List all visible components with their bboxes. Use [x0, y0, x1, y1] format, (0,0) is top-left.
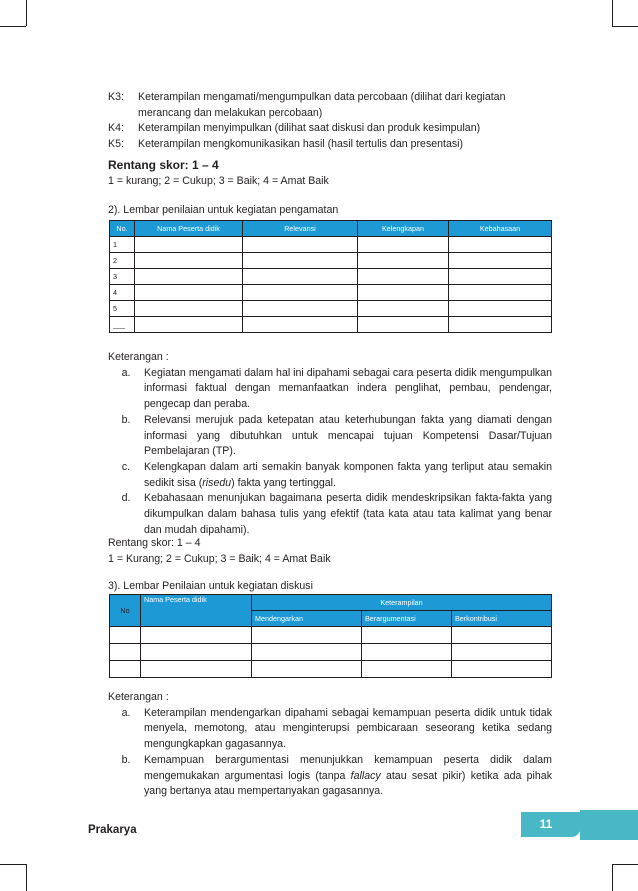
col-name: Nama Peserta didik [135, 221, 243, 237]
criteria-code: K4: [108, 122, 124, 135]
col-berkontribusi: Berkontribusi [452, 611, 552, 627]
table-header [110, 595, 552, 611]
table-row [110, 627, 552, 644]
scale-text: 1 = kurang; 2 = Cukup; 3 = Baik; 4 = Amat Baik [108, 174, 329, 187]
list-item [108, 366, 552, 413]
table3-title: 3). Lembar Penilaian untuk kegiatan diskusi [108, 580, 313, 592]
italic-term: risedu [202, 476, 232, 489]
list-text [144, 460, 552, 491]
criteria-text: Keterampilan mengkomunikasikan hasil (hasil tertulis dan presentasi) [138, 138, 464, 151]
col-relevansi: Relevansi [243, 221, 358, 237]
scale-title: Rentang skor: 1 – 4 [108, 537, 201, 549]
scale-title: Rentang skor: 1 – 4 [108, 158, 219, 172]
notes-heading: Keterangan : [108, 691, 169, 703]
criteria-text: Keterampilan mengamati/mengumpulkan data percobaan (dilihat dari kegiatan [138, 91, 506, 103]
table-row [110, 237, 552, 253]
footer-book-title: Prakarya [88, 824, 137, 836]
crop-mark [26, 0, 27, 26]
criteria-code: K5: [108, 138, 124, 151]
table-row [110, 253, 552, 269]
col-name: Nama Peserta didik [141, 595, 252, 627]
page-number: 11 [539, 817, 553, 831]
list-text [144, 753, 552, 800]
list-label: b. [121, 753, 131, 766]
table-row [110, 644, 552, 661]
criteria-k3-cont [108, 106, 552, 122]
criteria-text: merancang dan melakukan percobaan) [138, 106, 323, 119]
crop-mark [0, 26, 26, 27]
criteria-text: Keterampilan menyimpulkan (dilihat saat diskusi dan produk kesimpulan) [138, 122, 481, 135]
col-mendengarkan: Mendengarkan [252, 611, 362, 627]
criteria-k4 [108, 121, 552, 137]
row-number: 3 [110, 269, 135, 285]
crop-mark [612, 864, 613, 891]
row-number: ___ [110, 317, 135, 333]
list-item [108, 706, 552, 753]
table-header [110, 221, 552, 237]
list-text: Keterampilan mendengarkan dipahami sebagai kemampuan peserta didik untuk tidak menyela, memotong, atau menginterupsi pembicaraan seseorang ketika sedang mengungkapkan gagasannya. [144, 706, 552, 751]
list-item [108, 753, 552, 800]
criteria-list [108, 90, 552, 153]
crop-mark [0, 864, 26, 865]
list-item [108, 491, 552, 538]
scale-2 [108, 536, 552, 567]
row-number: 1 [110, 237, 135, 253]
col-berargumentasi: Berargumentasi [362, 611, 452, 627]
italic-term: fallacy [350, 769, 381, 782]
crop-mark [612, 26, 638, 27]
criteria-code: K3: [108, 91, 124, 103]
notes-discussion [108, 690, 552, 800]
row-number: 5 [110, 301, 135, 317]
list-text-part: Kemampuan berargumentasi menunjukkan kemampuan peserta didik dalam mengemukakan argumentasi logis (tanpa [144, 753, 552, 782]
list-text: Kebahasaan menunjukan bagaimana peserta didik mendeskripsikan fakta-fakta yang dikumpulkan dalam bahasa tulis yang efektif (tata kata atau tata kalimat yang benar dan mudah dipahami). [144, 492, 552, 536]
scale-1 [108, 158, 552, 189]
crop-mark [612, 0, 613, 26]
list-text: Relevansi merujuk pada ketepatan atau keterhubungan fakta yang diamati dengan informasi yang dibutuhkan untuk mencapai tujuan Kompetensi Dasar/Tujuan Pembelajaran (TP). [144, 413, 552, 458]
table-row [110, 301, 552, 317]
col-kelengkapan: Kelengkapan [358, 221, 449, 237]
row-number: 4 [110, 285, 135, 301]
notes-observation [108, 350, 552, 538]
list-text-part: atau sesat pikir) ketika ada pihak yang bertanya atau mempertanyakan gagasannya. [144, 769, 552, 798]
notes-heading: Keterangan : [108, 351, 169, 363]
list-text-part: Kelengkapan dalam arti semakin banyak komponen fakta yang terliput atau semakin sedikit sisa ( [144, 460, 552, 489]
row-number: 2 [110, 253, 135, 269]
list-item [108, 460, 552, 491]
list-label: d. [121, 492, 131, 505]
table-row [110, 285, 552, 301]
list-text-part: ) fakta yang tertinggal. [231, 476, 336, 489]
scale-text: 1 = Kurang; 2 = Cukup; 3 = Baik; 4 = Amat Baik [108, 552, 331, 565]
observation-table [109, 220, 552, 333]
col-kebahasaan: Kebahasaan [449, 221, 552, 237]
list-text: Kegiatan mengamati dalam hal ini dipahami sebagai cara peserta didik mengumpulkan informasi faktual dengan memanfaatkan indera penglihat, pembau, pendengar, pengecap dan peraba. [144, 366, 552, 411]
page-corner-band [580, 810, 638, 840]
table2-title: 2). Lembar penilaian untuk kegiatan pengamatan [108, 204, 339, 216]
list-label: a. [121, 706, 131, 719]
criteria-k5 [108, 137, 552, 153]
col-keterampilan: Keterampilan [252, 595, 552, 611]
list-label: c. [121, 460, 131, 473]
list-label: a. [121, 366, 131, 379]
list-label: b. [121, 413, 131, 426]
table-row [110, 317, 552, 333]
col-no: No. [110, 221, 135, 237]
col-no: No [110, 595, 141, 627]
crop-mark [612, 864, 638, 865]
table-row [110, 661, 552, 678]
discussion-table [109, 594, 552, 678]
table-row [110, 269, 552, 285]
list-item [108, 413, 552, 460]
criteria-k3 [108, 90, 552, 106]
crop-mark [26, 864, 27, 891]
